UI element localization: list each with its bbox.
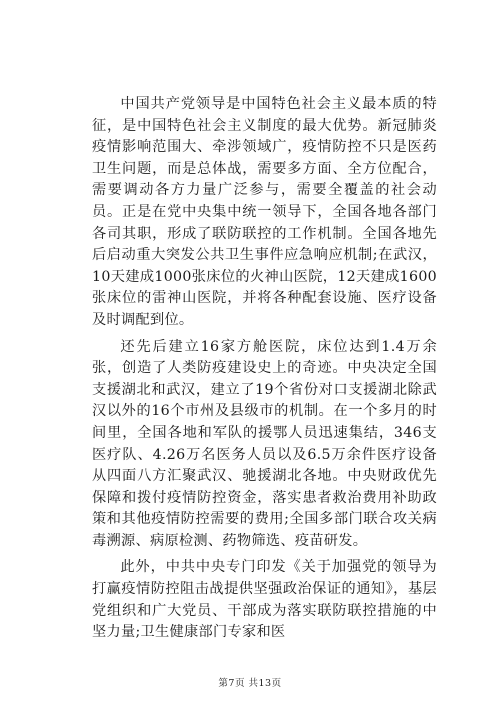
paragraph-2: 还先后建立16家方舱医院，床位达到1.4万余张，创造了人类防疫建设史上的奇迹。中央决定全国支援湖北和武汉，建立了19个省份对口支援湖北除武汉以外的16个市州及县级市的机制。在一个多月的时间里，全国各地和军队的援鄂人员迅速集结，346支医疗队、4.26万名医务人员以及6.5万余件医疗设备从四面八方汇聚武汉、驰援湖北各地。中央财政优先保障和拨付疫情防控资金，落实患者救治费用补助政策和其他疫情防控需要的费用;全国多部门联合攻关病毒溯源、病原检测、药物筛选、疫苗研发。 (92, 338, 437, 549)
page-number-footer: 第7页 共13页 (218, 678, 282, 689)
paragraph-3: 此外，中共中央专门印发《关于加强党的领导为打赢疫情防控阻击战提供坚强政治保证的通知》，基层党组织和广大党员、干部成为落实联防联控措施的中坚力量;卫生健康部门专家和医 (92, 559, 437, 641)
paragraph-1: 中国共产党领导是中国特色社会主义最本质的特征，是中国特色社会主义制度的最大优势。新冠肺炎疫情影响范围大、牵涉领域广，疫情防控不只是医药卫生问题，而是总体战，需要多方面、全方位配合，需要调动各方力量广泛参与，需要全覆盖的社会动员。正是在党中央集中统一领导下，全国各地各部门各司其职，形成了联防联控的工作机制。全国各地先后启动重大突发公共卫生事件应急响应机制;在武汉，10天建成1000张床位的火神山医院，12天建成1600张床位的雷神山医院，并将各种配套设施、医疗设备及时调配到位。 (92, 96, 437, 328)
document-body (92, 94, 437, 644)
